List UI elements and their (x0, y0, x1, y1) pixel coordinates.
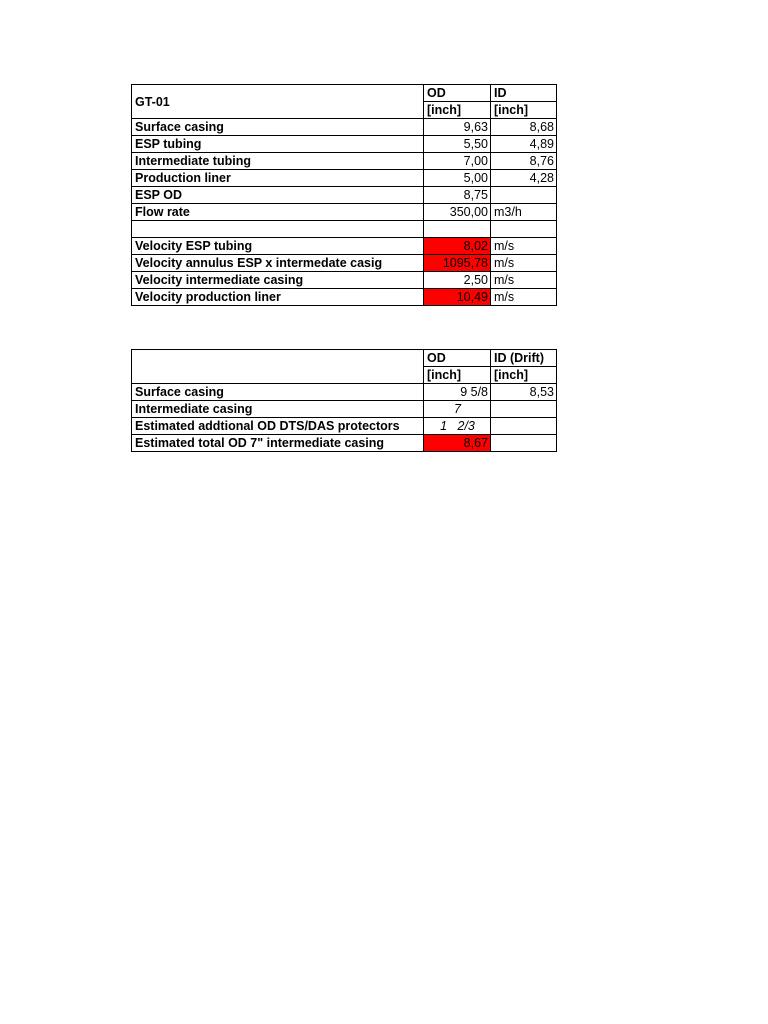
well-dimensions-table (131, 84, 557, 306)
velocity-row (132, 272, 557, 289)
od-cell[interactable]: 9,63 (424, 119, 491, 136)
id-cell[interactable]: 8,76 (491, 153, 557, 170)
od-cell[interactable]: 7 (424, 401, 491, 418)
id-drift-header[interactable]: ID (Drift) (491, 350, 557, 367)
velocity-value-highlighted[interactable]: 10,49 (424, 289, 491, 306)
row-label[interactable]: Intermediate casing (132, 401, 424, 418)
row-label[interactable]: Surface casing (132, 119, 424, 136)
table-title[interactable]: GT-01 (132, 85, 424, 119)
od-unit[interactable]: [inch] (424, 102, 491, 119)
empty-cell[interactable] (491, 221, 557, 238)
od-cell[interactable]: 7,00 (424, 153, 491, 170)
od-cell[interactable]: 5,50 (424, 136, 491, 153)
od-header[interactable]: OD (424, 85, 491, 102)
od-header[interactable]: OD (424, 350, 491, 367)
id-cell[interactable] (491, 435, 557, 452)
table-row (132, 153, 557, 170)
table-row (132, 136, 557, 153)
flow-rate-unit[interactable]: m3/h (491, 204, 557, 221)
velocity-unit[interactable]: m/s (491, 238, 557, 255)
empty-cell[interactable] (132, 221, 424, 238)
velocity-row (132, 255, 557, 272)
id-header[interactable]: ID (491, 85, 557, 102)
table-row (132, 187, 557, 204)
velocity-unit[interactable]: m/s (491, 255, 557, 272)
table-row (132, 435, 557, 452)
row-label[interactable]: ESP OD (132, 187, 424, 204)
id-unit[interactable]: [inch] (491, 367, 557, 384)
velocity-label[interactable]: Velocity production liner (132, 289, 424, 306)
id-cell[interactable] (491, 401, 557, 418)
empty-header-cell[interactable] (132, 350, 424, 384)
flow-rate-label[interactable]: Flow rate (132, 204, 424, 221)
table-row (132, 418, 557, 435)
row-label[interactable]: Estimated addtional OD DTS/DAS protectors (132, 418, 424, 435)
row-label[interactable]: Estimated total OD 7" intermediate casing (132, 435, 424, 452)
velocity-label[interactable]: Velocity ESP tubing (132, 238, 424, 255)
od-cell[interactable]: 9 5/8 (424, 384, 491, 401)
velocity-row (132, 289, 557, 306)
od-cell[interactable]: 1 2/3 (424, 418, 491, 435)
table-row (132, 401, 557, 418)
empty-cell[interactable] (424, 221, 491, 238)
id-unit[interactable]: [inch] (491, 102, 557, 119)
id-cell[interactable]: 4,89 (491, 136, 557, 153)
od-cell[interactable]: 5,00 (424, 170, 491, 187)
velocity-row (132, 238, 557, 255)
id-cell[interactable]: 4,28 (491, 170, 557, 187)
flow-rate-value[interactable]: 350,00 (424, 204, 491, 221)
table-row (132, 170, 557, 187)
casing-od-table (131, 349, 557, 452)
row-label[interactable]: ESP tubing (132, 136, 424, 153)
od-cell[interactable]: 8,75 (424, 187, 491, 204)
id-cell[interactable]: 8,53 (491, 384, 557, 401)
table-row (132, 119, 557, 136)
velocity-unit[interactable]: m/s (491, 289, 557, 306)
flow-rate-row (132, 204, 557, 221)
velocity-label[interactable]: Velocity annulus ESP x intermedate casig (132, 255, 424, 272)
empty-row (132, 221, 557, 238)
velocity-unit[interactable]: m/s (491, 272, 557, 289)
velocity-value[interactable]: 2,50 (424, 272, 491, 289)
od-cell-highlighted[interactable]: 8,67 (424, 435, 491, 452)
id-cell[interactable] (491, 418, 557, 435)
row-label[interactable]: Production liner (132, 170, 424, 187)
row-label[interactable]: Surface casing (132, 384, 424, 401)
row-label[interactable]: Intermediate tubing (132, 153, 424, 170)
table-row (132, 384, 557, 401)
id-cell[interactable] (491, 187, 557, 204)
id-cell[interactable]: 8,68 (491, 119, 557, 136)
od-unit[interactable]: [inch] (424, 367, 491, 384)
velocity-value-highlighted[interactable]: 1095,78 (424, 255, 491, 272)
velocity-label[interactable]: Velocity intermediate casing (132, 272, 424, 289)
velocity-value-highlighted[interactable]: 8,02 (424, 238, 491, 255)
